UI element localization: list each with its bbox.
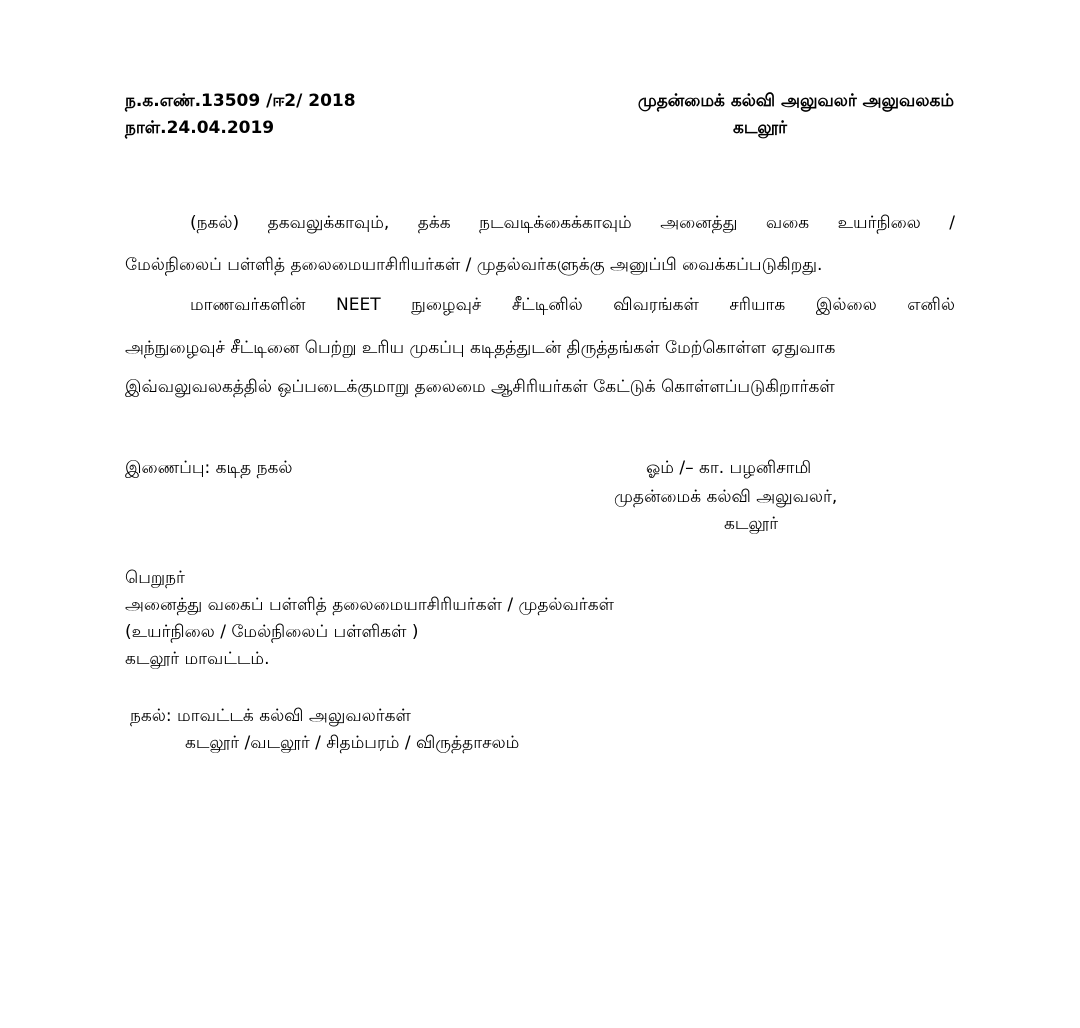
para1-word: அனைத்து bbox=[660, 213, 738, 233]
para2-word: NEET bbox=[336, 295, 381, 315]
para1-word: தக்க bbox=[417, 213, 451, 233]
para2-word: எனில் bbox=[907, 295, 955, 315]
copy-line2: கடலூர் /வடலூர் / சிதம்பரம் / விருத்தாசலம் bbox=[185, 733, 520, 753]
recipient-line1: அனைத்து வகைப் பள்ளித் தலைமையாசிரியர்கள் / முதல்வர்கள் bbox=[125, 595, 614, 615]
para1-word: உயர்நிலை bbox=[837, 213, 921, 233]
office-name: முதன்மைக் கல்வி அலுவலர் அலுவலகம் bbox=[637, 91, 954, 111]
letter-date: நாள்.24.04.2019 bbox=[125, 118, 275, 138]
reference-number: ந.க.எண்.13509 /ஈ2/ 2018 bbox=[125, 91, 356, 111]
para2-word: சரியாக bbox=[729, 295, 786, 315]
para1-line2: மேல்நிலைப் பள்ளித் தலைமையாசிரியர்கள் / முதல்வர்களுக்கு அனுப்பி வைக்கப்படுகிறது. bbox=[125, 255, 823, 275]
para2-line1 bbox=[190, 294, 955, 316]
enclosure-note: இணைப்பு: கடித நகல் bbox=[125, 458, 293, 478]
para2-word: இல்லை bbox=[815, 295, 877, 315]
recipient-label: பெறுநர் bbox=[125, 568, 185, 588]
para1-word: (நகல்) bbox=[190, 213, 240, 233]
para1-word: நடவடிக்கைக்காவும் bbox=[479, 213, 632, 233]
para1-word: தகவலுக்காவும், bbox=[267, 213, 390, 233]
recipient-line3: கடலூர் மாவட்டம். bbox=[125, 649, 270, 669]
para2-word: நுழைவுச் bbox=[411, 295, 482, 315]
para2-word: சீட்டினில் bbox=[511, 295, 583, 315]
copy-line1: நகல்: மாவட்டக் கல்வி அலுவலர்கள் bbox=[130, 706, 411, 726]
para1-word: வகை bbox=[765, 213, 810, 233]
recipient-line2: (உயர்நிலை / மேல்நிலைப் பள்ளிகள் ) bbox=[125, 622, 419, 642]
signature-place: கடலூர் bbox=[724, 514, 779, 534]
para1-word: / bbox=[949, 213, 955, 233]
office-place: கடலூர் bbox=[732, 118, 788, 138]
signature-name: ஓம் /– கா. பழனிசாமி bbox=[646, 458, 812, 478]
para2-word: மாணவர்களின் bbox=[190, 295, 306, 315]
para2-line3: இவ்வலுவலகத்தில் ஒப்படைக்குமாறு தலைமை ஆசிரியர்கள் கேட்டுக் கொள்ளப்படுகிறார்கள் bbox=[125, 377, 835, 397]
para1-line1 bbox=[190, 212, 955, 234]
para2-word: விவரங்கள் bbox=[613, 295, 699, 315]
signature-designation: முதன்மைக் கல்வி அலுவலர், bbox=[614, 487, 838, 507]
para2-line2: அந்நுழைவுச் சீட்டினை பெற்று உரிய முகப்பு கடிதத்துடன் திருத்தங்கள் மேற்கொள்ள ஏதுவாக bbox=[125, 338, 836, 358]
